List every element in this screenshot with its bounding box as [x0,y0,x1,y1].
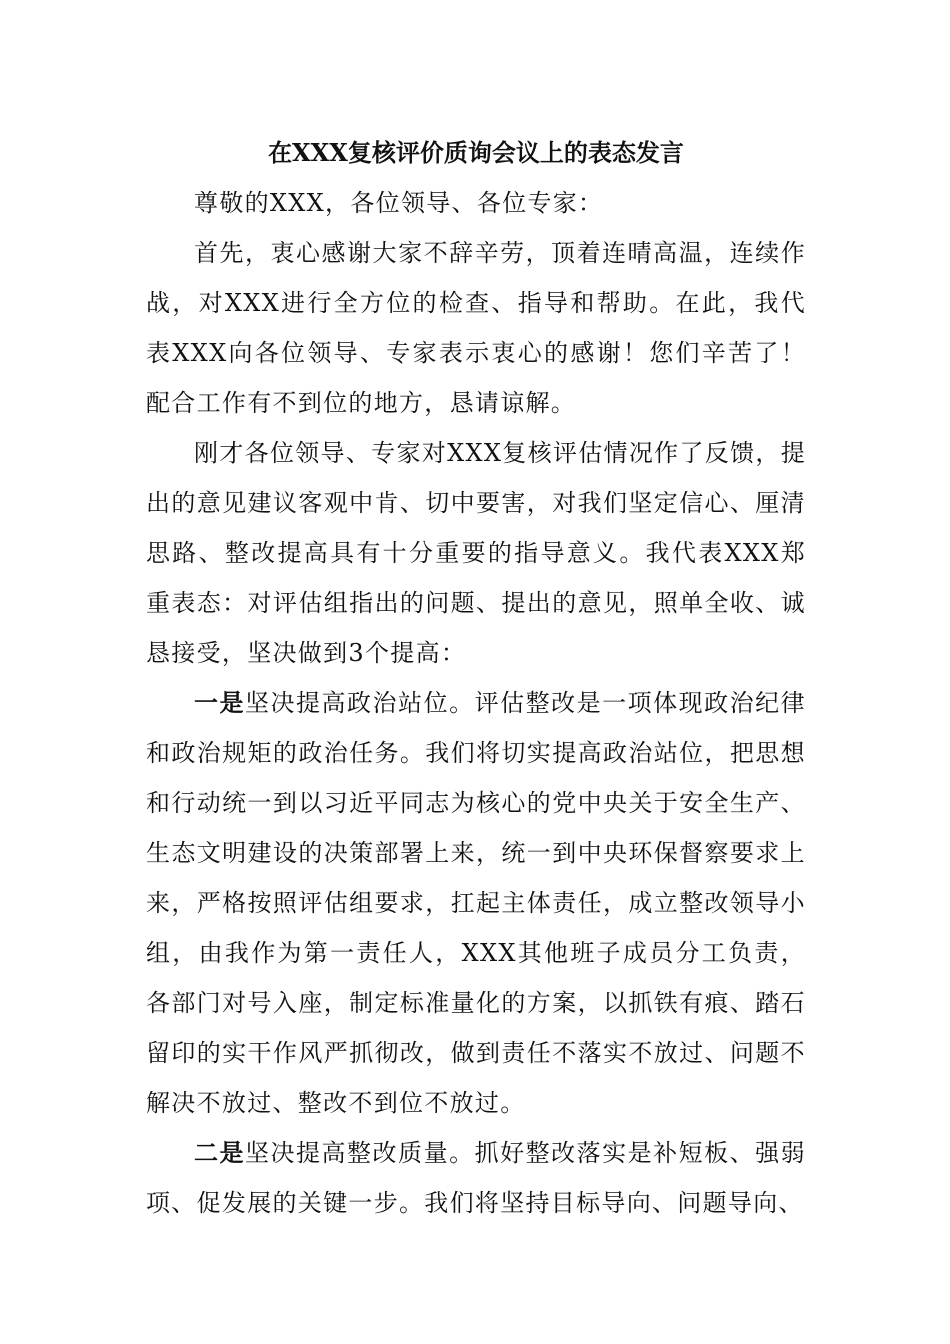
paragraph-text: 首先，衷心感谢大家不辞辛劳，顶着连晴高温，连续作战，对XXX进行全方位的检查、指导和帮助。在此，我代表XXX向各位领导、专家表示衷心的感谢！您们辛苦了！配合工作有不到位的地方，恳请谅解。 [146,239,806,417]
paragraph-text: 坚决提高整改质量。抓好整改落实是补短板、强弱项、促发展的关键一步。我们将坚持目标导向、问题导向、 [146,1139,806,1217]
paragraph-point-two [146,1128,806,1228]
paragraph-feedback [146,428,806,678]
salutation: 尊敬的XXX，各位领导、各位专家： [194,189,604,217]
paragraph-point-one [146,678,806,1128]
point-lead: 二是 [194,1138,246,1167]
paragraph-gratitude [146,228,806,428]
paragraph-text: 坚决提高政治站位。评估整改是一项体现政治纪律和政治规矩的政治任务。我们将切实提高政治站位，把思想和行动统一到以习近平同志为核心的党中央关于安全生产、生态文明建设的决策部署上来，统一到中央环保督察要求上来，严格按照评估组要求，扛起主体责任，成立整改领导小组，由我作为第一责任人，XXX其他班子成员分工负责，各部门对号入座，制定标准量化的方案，以抓铁有痕、踏石留印的实干作风严抓彻改，做到责任不落实不放过、问题不解决不放过、整改不到位不放过。 [146,689,806,1117]
point-lead: 一是 [194,688,246,717]
document-title: 在XXX复核评价质询会议上的表态发言 [268,138,684,167]
paragraph-text: 刚才各位领导、专家对XXX复核评估情况作了反馈，提出的意见建议客观中肯、切中要害，对我们坚定信心、厘清思路、整改提高具有十分重要的指导意义。我代表XXX郑重表态：对评估组指出的问题、提出的意见，照单全收、诚恳接受，坚决做到3个提高： [146,439,806,667]
